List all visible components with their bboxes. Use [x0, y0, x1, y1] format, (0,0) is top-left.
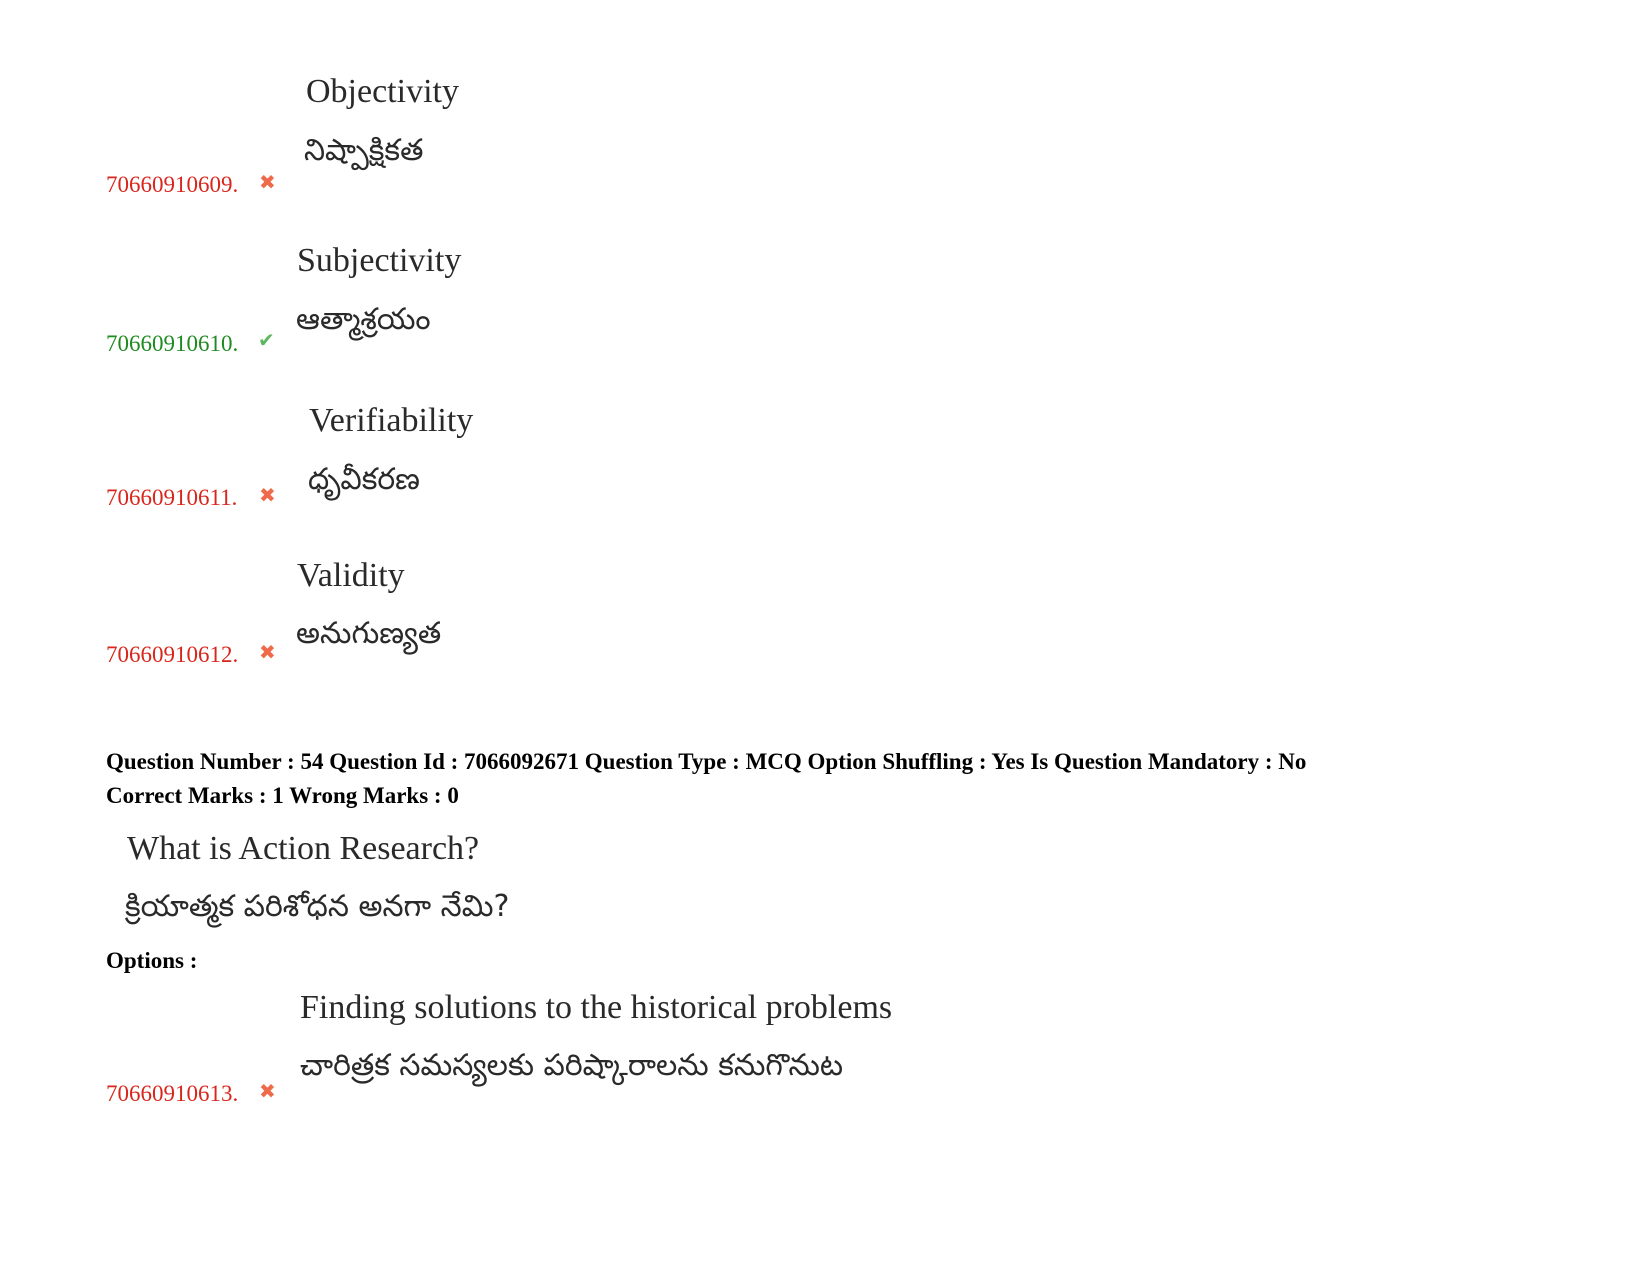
cross-icon: ✖ — [259, 640, 276, 664]
option-id: 70660910611. — [106, 485, 238, 510]
option-text-en: Finding solutions to the historical problems — [300, 989, 893, 1026]
question-meta-line1: Question Number : 54 Question Id : 7066092671 Question Type : MCQ Option Shuffling : Yes Is Question Mandatory : No — [106, 749, 1307, 774]
option-text-te: నిష్పాక్షికత — [304, 133, 424, 168]
cross-icon: ✖ — [259, 1079, 276, 1103]
check-icon: ✔ — [258, 328, 275, 352]
options-label: Options : — [106, 948, 198, 973]
option-text-te: ధృవీకరణ — [308, 462, 420, 497]
question-meta-line2: Correct Marks : 1 Wrong Marks : 0 — [106, 783, 459, 808]
option-id: 70660910612. — [106, 642, 239, 667]
option-id: 70660910609. — [106, 172, 239, 197]
option-text-en: Subjectivity — [297, 242, 462, 279]
option-text-en: Objectivity — [306, 73, 459, 110]
question-text-en: What is Action Research? — [127, 830, 480, 867]
option-text-te: ఆత్మాశ్రయం — [296, 302, 431, 337]
option-id: 70660910610. — [106, 331, 239, 356]
option-text-te: చారిత్రక సమస్యలకు పరిష్కారాలను కనుగొనుట — [300, 1048, 844, 1083]
cross-icon: ✖ — [259, 483, 276, 507]
option-text-en: Validity — [297, 557, 405, 594]
option-text-te: అనుగుణ్యత — [296, 616, 442, 651]
question-text-te: క్రియాత్మక పరిశోధన అనగా నేమి? — [125, 889, 510, 924]
option-text-en: Verifiability — [309, 402, 474, 439]
option-id: 70660910613. — [106, 1081, 239, 1106]
cross-icon: ✖ — [259, 170, 276, 194]
